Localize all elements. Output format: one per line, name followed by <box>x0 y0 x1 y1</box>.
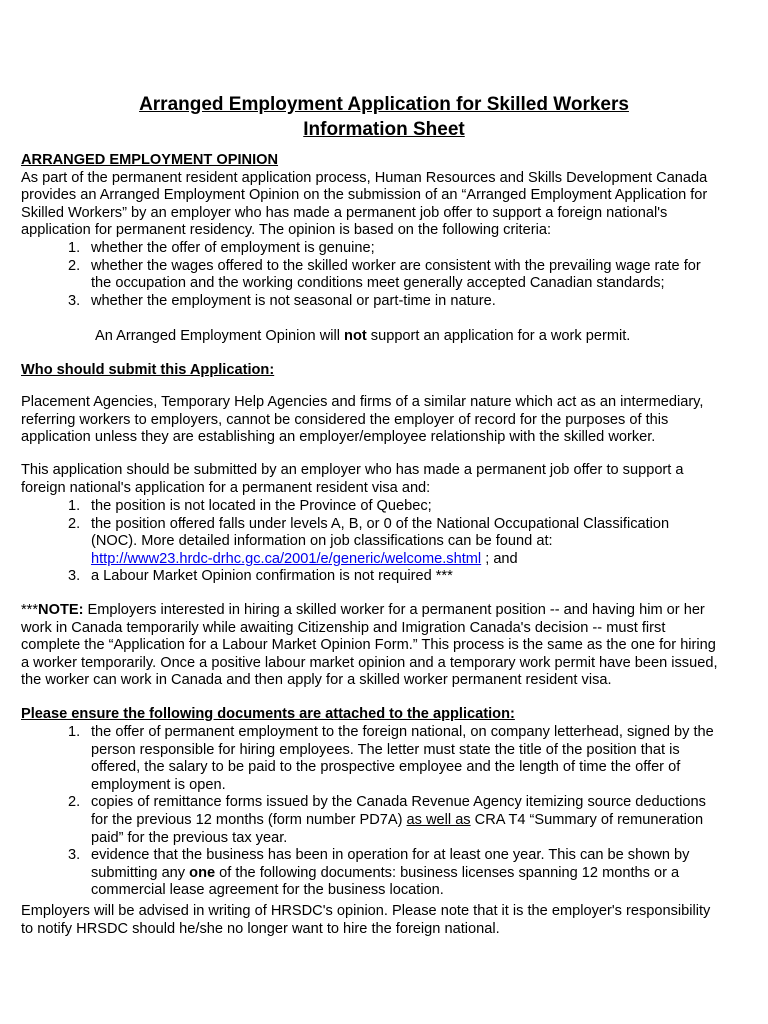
list-item <box>50 498 740 516</box>
paragraph-line: a worker temporarily. Once a positive labour market opinion and a temporary work permit have been issued, <box>21 654 718 671</box>
note-text: support an application for a work permit. <box>366 328 631 344</box>
list-text: commercial lease agreement for the business location. <box>91 882 444 899</box>
paragraph-line: complete the “Application for a Labour Market Opinion Form.” This process is the same as the one for hiring <box>21 637 716 654</box>
who-heading-block <box>21 362 748 380</box>
list-text: (NOC). More detailed information on job classifications can be found at: <box>91 533 553 550</box>
underlined-text: as well as <box>406 811 471 828</box>
opinion-para-line: As part of the permanent resident application process, Human Resources and Skills Development Canada <box>21 169 708 186</box>
note-text: Employers interested in hiring a skilled worker for a permanent position -- and having him or her <box>83 602 705 618</box>
paragraph-line: Placement Agencies, Temporary Help Agencies and firms of a similar nature which act as an intermediary, <box>21 394 704 410</box>
list-text: copies of remittance forms issued by the Canada Revenue Agency itemizing source deductions <box>91 794 706 811</box>
list-item <box>50 516 740 569</box>
docs-heading: Please ensure the following documents are attached to the application: <box>21 706 515 722</box>
paragraph-line: referring workers to employers, cannot be considered the employer of record for the purposes of this <box>21 411 669 428</box>
list-number: 1. <box>68 498 81 514</box>
list-text: the occupation and the working conditions meet generally accepted Canadian standards; <box>91 275 665 292</box>
page-title: Arranged Employment Application for Skilled Workers <box>139 94 629 115</box>
note-stars: *** <box>21 602 39 618</box>
who-para1 <box>21 394 748 447</box>
paragraph-line: the worker can work in Canada and then apply for a skilled worker permanent resident visa. <box>21 672 612 689</box>
list-number: 3. <box>68 847 81 864</box>
list-text: CRA T4 “Summary of remuneration <box>470 811 704 828</box>
work-permit-note <box>95 328 735 346</box>
list-text: evidence that the business has been in operation for at least one year. This can be shown by <box>91 847 690 864</box>
list-text: whether the offer of employment is genuine; <box>91 240 375 256</box>
list-text: submitting any <box>91 864 190 881</box>
paragraph-line: Employers will be advised in writing of HRSDC's opinion. Please note that it is the employer's responsibility <box>21 903 711 919</box>
closing-paragraph <box>21 903 748 938</box>
paragraph-line: This application should be submitted by an employer who has made a permanent job offer to support a <box>21 462 684 478</box>
docs-heading-block <box>21 706 748 724</box>
note-emphasis: not <box>344 328 367 344</box>
list-number: 1. <box>68 240 81 256</box>
list-number: 1. <box>68 724 81 740</box>
opinion-section <box>21 152 748 240</box>
paragraph-line: to notify HRSDC should he/she no longer want to hire the foreign national. <box>21 920 500 937</box>
who-list <box>50 498 740 586</box>
paragraph-line: application unless they are establishing an employer/employee relationship with the skilled worker. <box>21 429 656 446</box>
list-text: a Labour Market Opinion confirmation is not required *** <box>91 568 453 585</box>
list-item <box>50 240 740 258</box>
bold-text: one <box>189 864 216 881</box>
list-number: 2. <box>68 794 81 811</box>
note-text: An Arranged Employment Opinion will <box>95 328 345 344</box>
list-text: the position offered falls under levels A, B, or 0 of the National Occupational Classification <box>91 515 670 532</box>
list-item <box>50 568 740 586</box>
list-text: offered, the salary to be paid to the prospective employee and the length of time the offer of <box>91 759 681 776</box>
opinion-heading: ARRANGED EMPLOYMENT OPINION <box>21 152 279 168</box>
opinion-para-line: provides an Arranged Employment Opinion on the submission of an “Arranged Employment Application for <box>21 187 708 204</box>
list-item <box>50 847 740 900</box>
noc-link[interactable]: http://www23.hrdc-drhc.gc.ca/2001/e/generic/welcome.shtml <box>91 550 482 567</box>
who-para2 <box>21 462 748 497</box>
list-text: the position is not located in the Province of Quebec; <box>91 498 432 514</box>
docs-list <box>50 724 740 900</box>
criteria-list <box>50 240 740 310</box>
list-text: person responsible for hiring employees. The letter must state the title of the position that is <box>91 741 680 758</box>
list-number: 2. <box>68 257 81 274</box>
note-label: NOTE: <box>38 602 84 618</box>
list-text: the offer of permanent employment to the foreign national, on company letterhead, signed by the <box>91 724 714 740</box>
list-number: 3. <box>68 292 81 309</box>
opinion-para-line: application for permanent residency. The opinion is based on the following criteria: <box>21 222 552 239</box>
list-number: 3. <box>68 568 81 585</box>
list-item <box>50 794 740 847</box>
paragraph-line: foreign national's application for a permanent resident visa and: <box>21 479 431 496</box>
list-item <box>50 293 740 311</box>
list-text: employment is open. <box>91 776 226 793</box>
list-text: of the following documents: business licenses spanning 12 months or a <box>215 864 680 881</box>
list-text: for the previous 12 months (form number PD7A) <box>91 811 407 828</box>
list-number: 2. <box>68 515 81 532</box>
list-text: whether the employment is not seasonal or part-time in nature. <box>91 292 496 309</box>
who-heading: Who should submit this Application: <box>21 362 275 378</box>
list-text: paid” for the previous tax year. <box>91 829 288 846</box>
opinion-para-line: Skilled Workers” by an employer who has made a permanent job offer to support a foreign national's <box>21 204 668 221</box>
list-item <box>50 258 740 293</box>
list-item <box>50 724 740 794</box>
list-text: whether the wages offered to the skilled worker are consistent with the prevailing wage rate for <box>91 257 701 274</box>
paragraph-line: work in Canada temporarily while awaiting Citizenship and Imigration Canada's decision -- must first <box>21 619 666 636</box>
page-subtitle: Information Sheet <box>303 119 465 140</box>
list-text: ; and <box>481 550 518 567</box>
note-paragraph <box>21 602 748 690</box>
